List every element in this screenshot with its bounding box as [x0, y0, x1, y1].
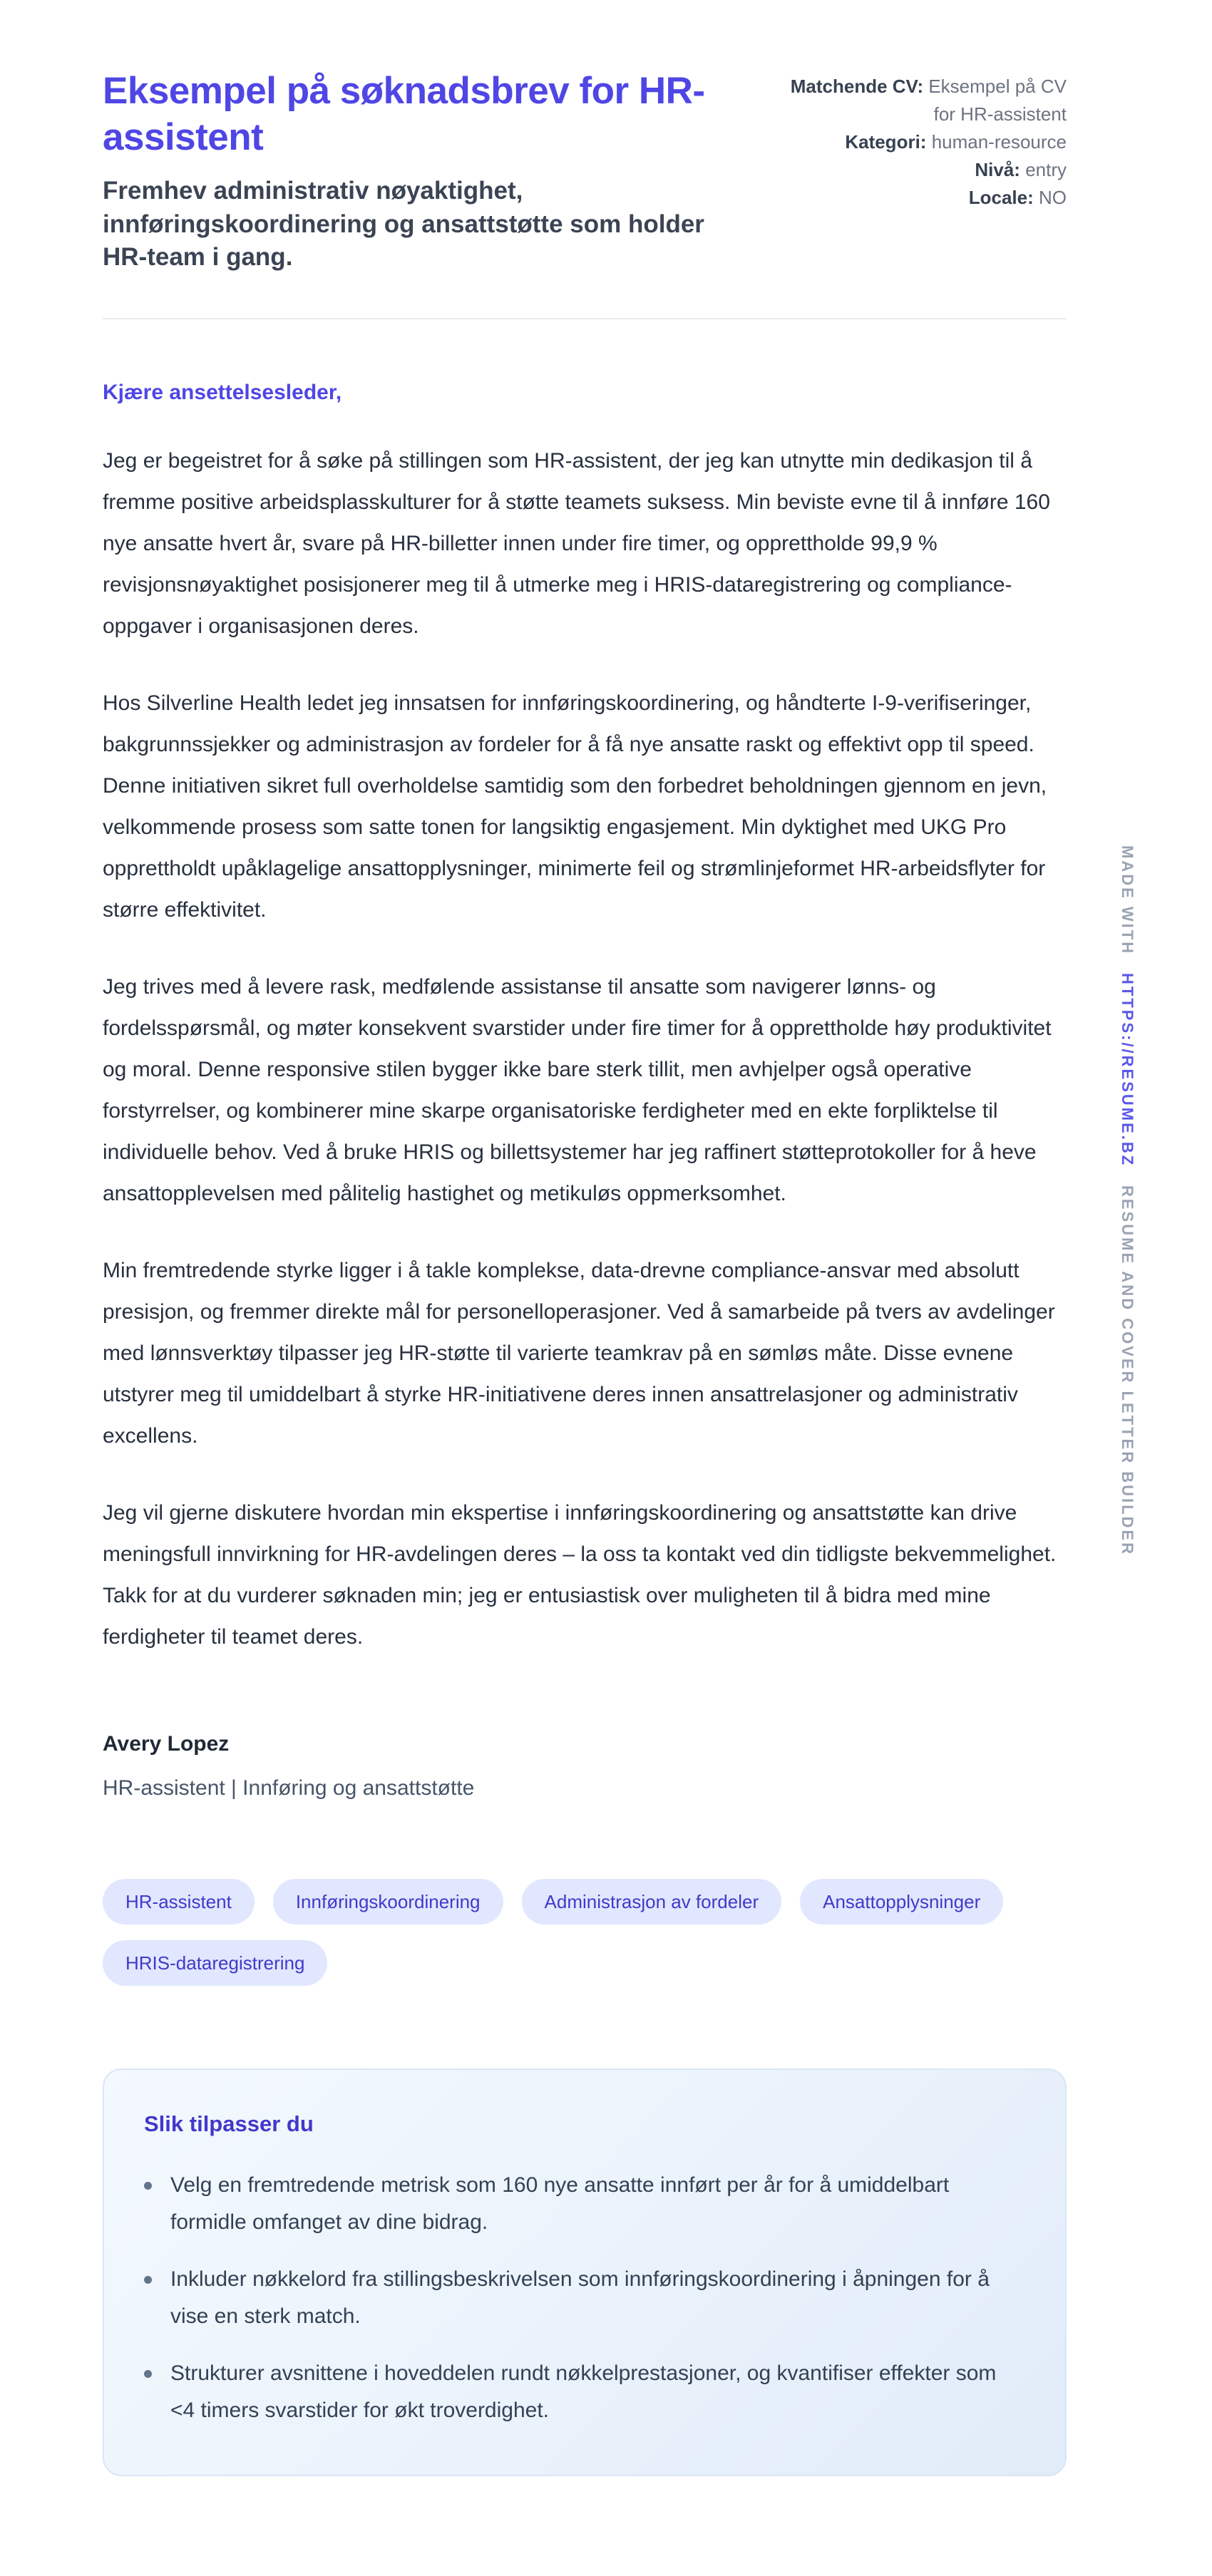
letter-paragraph-3: Jeg trives med å levere rask, medfølende assistanse til ansatte som navigerer lønns- og fordelsspørsmål, og møter konsekvent svarstider under fire timer for å opprettholde høy produktivitet og moral. Denne responsive stilen bygger ikke bare sterk tillit, men avhjelper også operative forstyrrelser, og kombinerer mine skarpe organisatoriske ferdigheter med en ekte forpliktelse til individuelle behov. Ved å bruke HRIS og billettsystemer har jeg raffinert støtteprotokoller for å heve ansattopplevelsen med pålitelig hastighet og metikuløs oppmerksomhet. [103, 974, 1052, 1205]
page-subtitle: Fremhev administrativ nøyaktighet, innføringskoordinering og ansattstøtte som holder HR-team i gang. [103, 177, 704, 271]
letter-paragraph-1: Jeg er begeistret for å søke på stillingen som HR-assistent, der jeg kan utnytte min dedikasjon til å fremme positive arbeidsplasskulturer for å støtte teamets suksess. Min beviste evne til å innføre 160 nye ansatte hvert år, svare på HR-billetter innen under fire timer, og opprettholde 99,9 % revisjonsnøyaktighet posisjonerer meg til å utmerke meg i HRIS-dataregistrering og compliance-oppgaver i organisasjonen deres. [103, 448, 1050, 638]
header [103, 68, 1067, 274]
tip-item-2 [144, 2261, 1025, 2335]
tip-text-1: Velg en fremtredende metrisk som 160 nye ansatte innført per år for å umiddelbart formidle omfanget av dine bidrag. [170, 2173, 950, 2234]
tag-chip-ansattopplysninger[interactable]: Ansattopplysninger [800, 1879, 1003, 1925]
watermark-builder-label: RESUME AND COVER LETTER BUILDER [1119, 1185, 1136, 1556]
signature-role: HR-assistent | Innføring og ansattstøtte [103, 1776, 475, 1800]
tag-chip-innforingskoordinering[interactable]: Innføringskoordinering [273, 1879, 503, 1925]
signature-name: Avery Lopez [103, 1731, 230, 1756]
meta-row-category [767, 128, 1067, 156]
bullet-icon [144, 2276, 152, 2284]
header-title-block [103, 68, 724, 274]
meta-label-category: Kategori: [845, 131, 927, 153]
letter-paragraph-2: Hos Silverline Health ledet jeg innsatsen for innføringskoordinering, og håndterte I-9-verifiseringer, bakgrunnssjekker og administrasjon av fordeler for å få nye ansatte raskt og effektivt opp til speed. Denne initiativen sikret full overholdelse samtidig som den forbedret beholdningen gjennom en jevn, velkommende prosess som satte tonen for langsiktig engasjement. Min dyktighet med UKG Pro opprettholdt upåklagelige ansattopplysninger, minimerte feil og strømlinjeformet HR-arbeidsflyter for større effektivitet. [103, 691, 1047, 922]
tip-text-3: Strukturer avsnittene i hoveddelen rundt nøkkelprestasjoner, og kvantifiser effekter som <4 timers svarstider for økt troverdighet. [170, 2361, 997, 2422]
watermark [1118, 845, 1136, 1556]
letter-greeting: Kjære ansettelsesleder, [103, 380, 342, 404]
tag-chip-administrasjon-av-fordeler[interactable]: Administrasjon av fordeler [522, 1879, 782, 1925]
page-title: Eksempel på søknadsbrev for HR-assistent [103, 70, 705, 158]
tag-list [103, 1879, 1067, 1986]
meta-block [767, 68, 1067, 274]
meta-value-level: entry [1025, 159, 1067, 180]
divider [103, 318, 1067, 319]
watermark-resume-bz-link[interactable]: HTTPS://RESUME.BZ [1119, 973, 1136, 1168]
meta-value-locale: NO [1039, 187, 1067, 208]
page-content [103, 0, 1067, 2576]
tips-box [103, 2068, 1067, 2476]
tag-chip-hr-assistent[interactable]: HR-assistent [103, 1879, 255, 1925]
cover-letter [103, 381, 1067, 1800]
tip-item-3 [144, 2355, 1025, 2429]
tag-chip-hris-dataregistrering[interactable]: HRIS-dataregistrering [103, 1940, 327, 1986]
meta-label-locale: Locale: [968, 187, 1034, 208]
tip-item-1 [144, 2167, 1025, 2241]
bullet-icon [144, 2370, 152, 2378]
tip-text-2: Inkluder nøkkelord fra stillingsbeskrivelsen som innføringskoordinering i åpningen for å vise en sterk match. [170, 2267, 990, 2328]
meta-value-matching-cv: Eksempel på CV for HR-assistent [928, 76, 1067, 125]
meta-label-level: Nivå: [975, 159, 1020, 180]
tips-title: Slik tilpasser du [144, 2111, 314, 2136]
bullet-icon [144, 2182, 152, 2190]
meta-row-locale [767, 184, 1067, 212]
meta-row-level [767, 156, 1067, 184]
meta-label-matching-cv: Matchende CV: [790, 76, 924, 97]
tips-list [144, 2167, 1025, 2429]
meta-row-matching-cv [767, 73, 1067, 128]
watermark-made-with-label: MADE WITH [1119, 845, 1136, 956]
meta-value-category: human-resource [931, 131, 1067, 153]
letter-paragraph-5: Jeg vil gjerne diskutere hvordan min ekspertise i innføringskoordinering og ansattstøtte kan drive meningsfull innvirkning for HR-avdelingen deres – la oss ta kontakt ved din tidligste bekvemmelighet. Takk for at du vurderer søknaden min; jeg er entusiastisk over muligheten til å bidra med mine ferdigheter til teamet deres. [103, 1500, 1057, 1649]
letter-paragraph-4: Min fremtredende styrke ligger i å takle komplekse, data-drevne compliance-ansvar med absolutt presisjon, og fremmer direkte mål for personelloperasjoner. Ved å samarbeide på tvers av avdelinger med lønnsverktøy tilpasser jeg HR-støtte til varierte teamkrav på en sømløs måte. Disse evnene utstyrer meg til umiddelbart å styrke HR-initiativene deres innen ansattrelasjoner og administrativ excellens. [103, 1258, 1055, 1448]
